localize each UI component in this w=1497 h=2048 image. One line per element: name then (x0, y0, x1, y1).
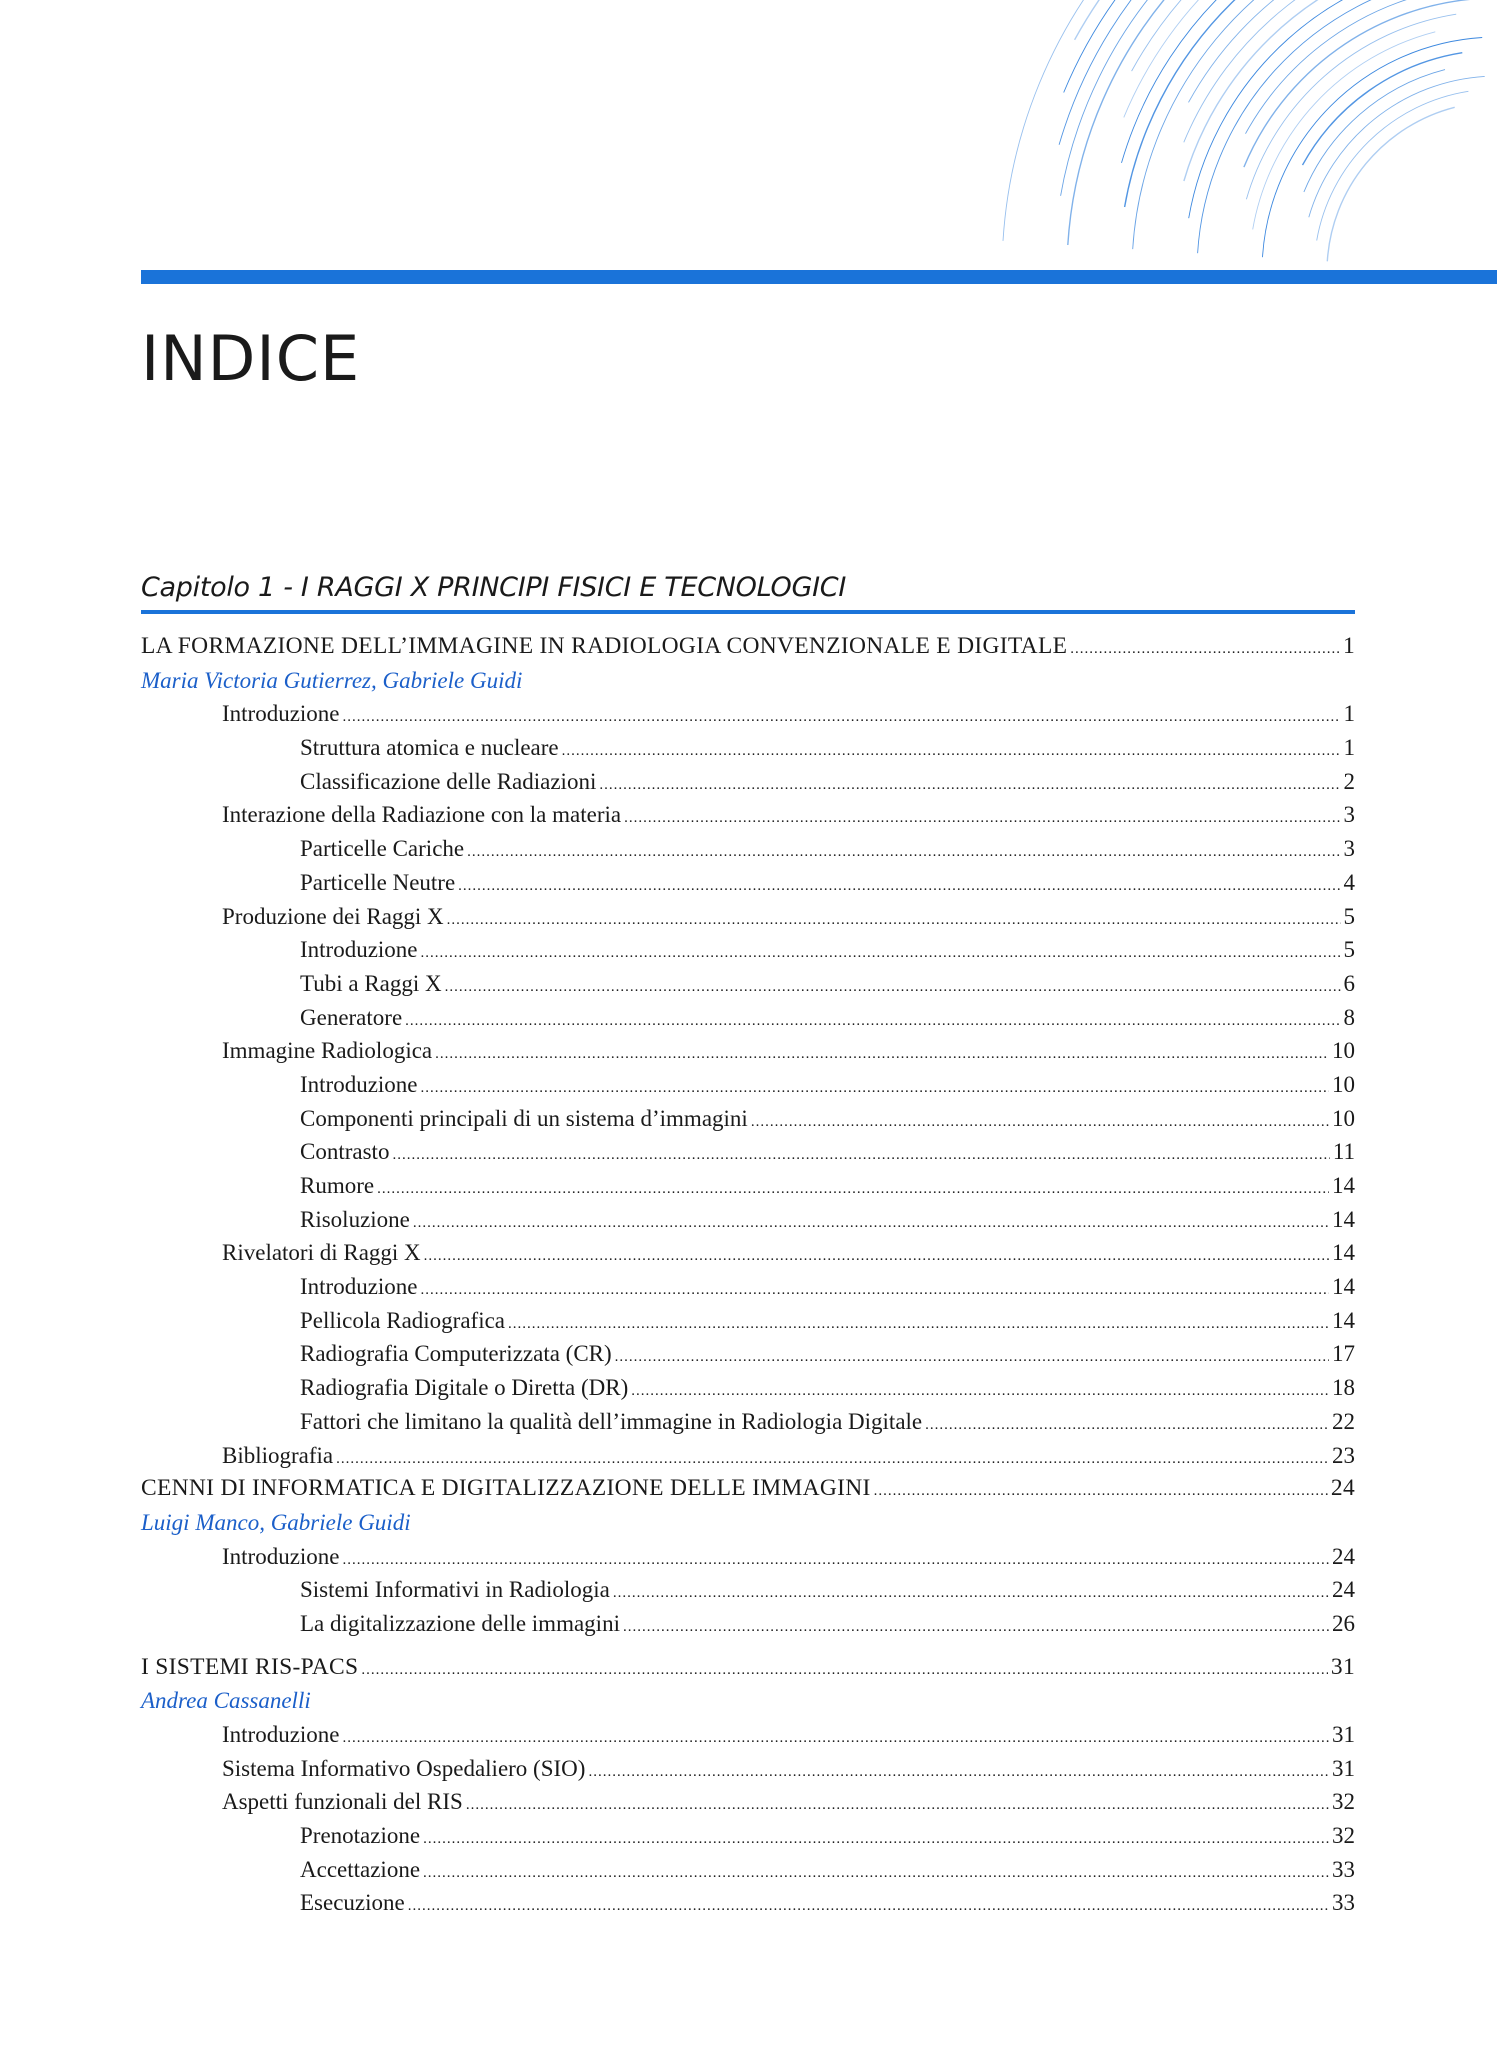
toc-entry-title: Accettazione (300, 1856, 421, 1882)
toc-leader-dots (467, 836, 1340, 870)
toc-entry[interactable] (141, 1169, 1355, 1203)
toc-page-number: 24 (1332, 1543, 1355, 1569)
toc-leader-dots (423, 1857, 1329, 1891)
toc-entry-title: Tubi a Raggi X (300, 970, 442, 996)
toc-page-number: 14 (1332, 1206, 1355, 1232)
toc-leader-dots (458, 870, 1340, 904)
decorative-arcs (0, 0, 1497, 272)
toc-entry[interactable] (141, 933, 1355, 967)
toc-leader-dots (343, 701, 1341, 735)
toc-entry[interactable] (141, 1068, 1355, 1102)
arc-line (1061, 0, 1387, 196)
toc-leader-dots (447, 904, 1341, 938)
toc-page-number: 11 (1332, 1139, 1355, 1165)
toc-page-number: 2 (1343, 768, 1355, 794)
toc-page-number: 3 (1343, 802, 1355, 828)
toc-entry[interactable] (141, 1540, 1355, 1574)
toc-leader-dots (424, 1240, 1329, 1274)
toc-author: Maria Victoria Gutierrez, Gabriele Guidi (141, 667, 523, 693)
toc-page-number: 14 (1332, 1307, 1355, 1333)
toc-leader-dots (466, 1789, 1329, 1823)
header-band (141, 270, 1497, 284)
toc-entry[interactable] (141, 1607, 1355, 1641)
toc-entry-title: Introduzione (300, 1071, 418, 1097)
toc-page-number: 32 (1332, 1823, 1355, 1849)
toc-page-number: 32 (1332, 1789, 1355, 1815)
toc-entry-title: Bibliografia (222, 1442, 334, 1468)
toc-section-entry[interactable] (141, 630, 1355, 664)
toc-page-number: 8 (1343, 1004, 1355, 1030)
toc-entry[interactable] (141, 1752, 1355, 1786)
arc-line (1253, 32, 1436, 230)
toc-leader-dots (421, 1072, 1329, 1106)
toc-entry[interactable] (141, 1304, 1355, 1338)
toc-entry[interactable] (141, 1405, 1355, 1439)
toc-page-number: 31 (1330, 1653, 1355, 1680)
toc-section-entry[interactable] (141, 1472, 1355, 1506)
toc-page-number: 4 (1343, 869, 1355, 895)
toc-entry[interactable] (141, 765, 1355, 799)
toc-leader-dots (435, 1038, 1329, 1072)
toc-entry-title: Introduzione (300, 937, 418, 963)
toc-leader-dots (336, 1443, 1329, 1477)
toc-leader-dots (1070, 633, 1340, 667)
toc-entry-title: Prenotazione (300, 1823, 421, 1849)
toc-entry-title: Introduzione (300, 1274, 418, 1300)
toc-entry-title: Esecuzione (300, 1890, 405, 1916)
toc-entry[interactable] (141, 1203, 1355, 1237)
toc-leader-dots (588, 1756, 1329, 1790)
toc-entry[interactable] (141, 832, 1355, 866)
toc-entry-title: Sistemi Informativi in Radiologia (300, 1577, 610, 1603)
toc-page-number: 22 (1332, 1408, 1355, 1434)
toc-leader-dots (624, 802, 1340, 836)
page-title: INDICE (141, 322, 361, 395)
toc-section-entry[interactable] (141, 1651, 1355, 1685)
toc-entry[interactable] (141, 1718, 1355, 1752)
toc-entry-title: Introduzione (222, 1543, 340, 1569)
toc-entry-title: Aspetti funzionali del RIS (222, 1789, 463, 1815)
toc-page-number: 26 (1332, 1610, 1355, 1636)
toc-author: Luigi Manco, Gabriele Guidi (141, 1509, 411, 1535)
arc-line (1244, 0, 1480, 167)
toc-entry-title: Particelle Neutre (300, 869, 456, 895)
toc-entry-title: Radiografia Digitale o Diretta (DR) (300, 1375, 629, 1401)
toc-entry[interactable] (141, 1135, 1355, 1169)
toc-entry-title: I SISTEMI RIS-PACS (141, 1653, 359, 1680)
toc-entry[interactable] (141, 1001, 1355, 1035)
toc-leader-dots (623, 1611, 1329, 1645)
toc-entry[interactable] (141, 1337, 1355, 1371)
toc-page-number: 5 (1343, 903, 1355, 929)
toc-entry-title: Contrasto (300, 1139, 390, 1165)
toc-entry[interactable] (141, 697, 1355, 731)
arc-line (1327, 107, 1454, 261)
chapter-heading: Capitolo 1 - I RAGGI X PRINCIPI FISICI E TECNOLOGICI (141, 572, 846, 603)
toc-leader-dots (599, 769, 1340, 803)
toc-page-number: 23 (1332, 1442, 1355, 1468)
toc-leader-dots (445, 971, 1341, 1005)
toc-page-number: 17 (1332, 1341, 1355, 1367)
toc-entry-title: Sistema Informativo Ospedaliero (SIO) (222, 1755, 586, 1781)
toc-entry-title: Immagine Radiologica (222, 1038, 433, 1064)
toc-leader-dots (925, 1409, 1329, 1443)
toc-leader-dots (421, 937, 1341, 971)
arc-line (1309, 76, 1485, 217)
arc-line (1068, 0, 1470, 245)
toc-page-number: 31 (1332, 1722, 1355, 1747)
toc-page-number: 10 (1332, 1071, 1355, 1097)
toc-entry-title: LA FORMAZIONE DELL’IMMAGINE IN RADIOLOGIA CONVENZIONALE E DIGITALE (141, 633, 1068, 659)
toc-leader-dots (361, 1654, 1327, 1688)
toc-leader-dots (405, 1005, 1340, 1039)
toc-page-number: 1 (1343, 701, 1355, 727)
toc-leader-dots (343, 1722, 1329, 1756)
toc-entry-title: Generatore (300, 1004, 403, 1030)
toc-page-number: 1 (1342, 633, 1355, 659)
toc-page-number: 24 (1330, 1475, 1355, 1502)
arc-line (1124, 0, 1397, 117)
toc-entry-title: Produzione dei Raggi X (222, 903, 444, 929)
toc-entry-title: Fattori che limitano la qualità dell’immagine in Radiologia Digitale (300, 1408, 923, 1434)
arc-line (1189, 0, 1478, 218)
toc-entry[interactable] (141, 900, 1355, 934)
toc-entry-title: Rumore (300, 1173, 375, 1198)
toc-page-number: 3 (1343, 836, 1355, 862)
toc-leader-dots (613, 1577, 1329, 1611)
toc-page-number: 5 (1343, 937, 1355, 963)
toc-page-number: 14 (1332, 1274, 1355, 1300)
toc-entry[interactable] (141, 866, 1355, 900)
toc-entry-title: Radiografia Computerizzata (CR) (300, 1341, 612, 1367)
toc-leader-dots (562, 735, 1341, 769)
toc-leader-dots (413, 1207, 1329, 1241)
toc-entry-title: Introduzione (222, 701, 340, 727)
toc-entry[interactable] (141, 1236, 1355, 1270)
toc-entry[interactable] (141, 731, 1355, 765)
arc-line (1317, 91, 1469, 240)
toc-entry-title: Interazione della Radiazione con la materia (222, 802, 622, 828)
toc-entry[interactable] (141, 967, 1355, 1001)
toc-leader-dots (423, 1823, 1329, 1857)
arc-line (1059, 0, 1426, 145)
toc-leader-dots (421, 1274, 1329, 1308)
chapter-rule (141, 610, 1355, 614)
toc-entry-title: Pellicola Radiografica (300, 1307, 506, 1333)
toc-entry-title: Classificazione delle Radiazioni (300, 768, 597, 794)
toc-author: Andrea Cassanelli (141, 1688, 311, 1714)
toc-page-number: 14 (1332, 1173, 1355, 1198)
toc-entry[interactable] (141, 1819, 1355, 1853)
toc-entry-title: Introduzione (222, 1722, 340, 1747)
toc-entry[interactable] (141, 1886, 1355, 1920)
toc-entry[interactable] (141, 1270, 1355, 1304)
toc-entry[interactable] (141, 1573, 1355, 1607)
toc-entry-title: Rivelatori di Raggi X (222, 1240, 421, 1266)
toc-page-number: 14 (1332, 1240, 1355, 1266)
toc-leader-dots (508, 1308, 1329, 1342)
toc-leader-dots (751, 1106, 1329, 1140)
toc-entry[interactable] (141, 1034, 1355, 1068)
arc-line (1303, 53, 1463, 165)
toc-page-number: 1 (1343, 735, 1355, 761)
arc-line (1064, 0, 1468, 93)
toc-page-number: 24 (1332, 1577, 1355, 1603)
toc-leader-dots (377, 1173, 1329, 1207)
toc-entry-title: Particelle Cariche (300, 836, 465, 862)
toc-entry[interactable] (141, 1371, 1355, 1405)
toc-entry[interactable] (141, 1785, 1355, 1819)
toc-entry[interactable] (141, 1439, 1355, 1473)
table-of-contents (141, 630, 1355, 1920)
arc-line (1122, 0, 1473, 163)
toc-leader-dots (408, 1890, 1329, 1924)
toc-entry-title: Risoluzione (300, 1206, 410, 1232)
toc-page-number: 33 (1332, 1856, 1355, 1882)
toc-entry-title: Struttura atomica e nucleare (300, 735, 559, 761)
toc-entry[interactable] (141, 1102, 1355, 1136)
toc-leader-dots (631, 1375, 1329, 1409)
toc-entry-title: La digitalizzazione delle immagini (300, 1610, 620, 1636)
toc-leader-dots (392, 1139, 1329, 1173)
toc-leader-dots (615, 1341, 1329, 1375)
toc-page-number: 6 (1343, 970, 1355, 996)
toc-page-number: 10 (1332, 1038, 1355, 1064)
toc-entry[interactable] (141, 798, 1355, 832)
toc-entry-title: CENNI DI INFORMATICA E DIGITALIZZAZIONE DELLE IMMAGINI (141, 1475, 871, 1502)
toc-entry[interactable] (141, 1853, 1355, 1887)
toc-page-number: 31 (1332, 1755, 1355, 1781)
toc-entry-title: Componenti principali di un sistema d’immagini (300, 1105, 748, 1131)
toc-page-number: 18 (1332, 1375, 1355, 1401)
toc-page-number: 10 (1332, 1105, 1355, 1131)
toc-leader-dots (343, 1544, 1329, 1578)
toc-page-number: 33 (1332, 1890, 1355, 1916)
toc-leader-dots (874, 1475, 1328, 1509)
arc-line (1184, 0, 1416, 181)
arc-line (1263, 38, 1483, 258)
arc-line (1198, 0, 1451, 253)
